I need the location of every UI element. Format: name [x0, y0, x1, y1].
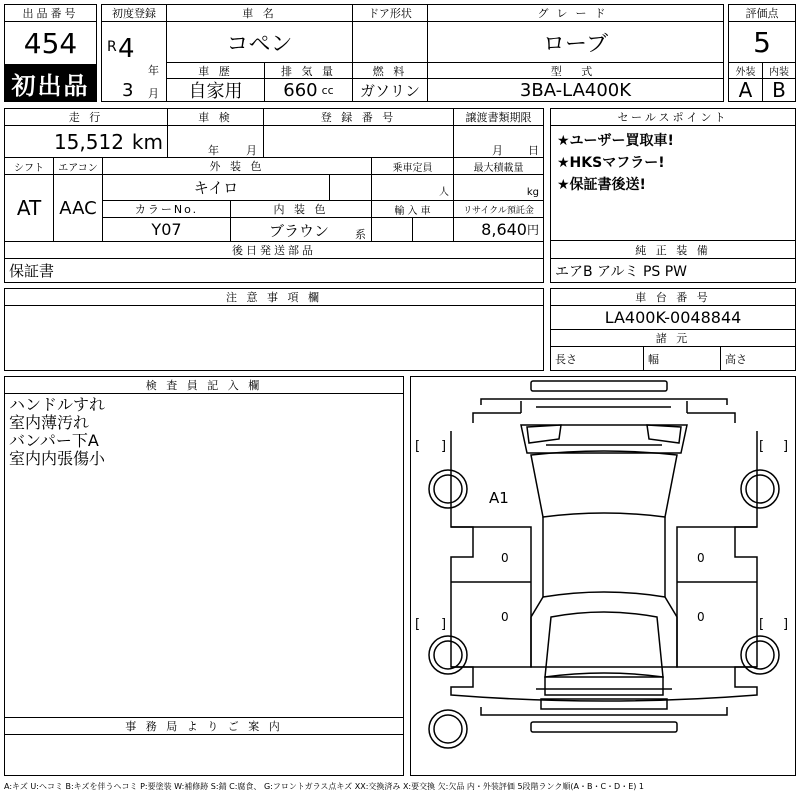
fuel-label: 燃 料: [352, 62, 428, 79]
bracket-right-rear: ]: [441, 617, 447, 632]
max-load-unit: kg: [453, 174, 544, 201]
equipment-value: エアB アルミ PS PW: [550, 258, 796, 283]
notes-box: [4, 305, 544, 371]
history-value: 自家用: [166, 78, 265, 102]
exterior-grade-value: A: [728, 78, 763, 102]
sales-point-item: ★HKSマフラー!: [557, 155, 665, 171]
import-extra: [412, 217, 454, 242]
fuel-value: ガソリン: [352, 78, 428, 102]
office-label: 事 務 局 よ り ご 案 内: [4, 717, 404, 735]
inspector-note-line: 室内内張傷小: [9, 449, 106, 468]
inspector-note-line: 室内薄汚れ: [9, 413, 90, 432]
inspection-box: [167, 125, 264, 158]
recycle-box: [453, 217, 544, 242]
model-code-label: 型 式: [427, 62, 724, 79]
door-label: ドア形状: [352, 4, 428, 22]
lot-number-value: 454: [4, 21, 97, 65]
mileage-box: [4, 125, 168, 158]
office-box: [4, 734, 404, 776]
displacement-unit: cc: [321, 83, 334, 97]
dims-label: 諸 元: [550, 329, 796, 347]
bracket-right-front-r: ]: [783, 439, 789, 454]
zero-mark: 0: [697, 551, 705, 565]
interior-grade-value: B: [762, 78, 796, 102]
grade-label: グレード: [427, 4, 724, 22]
inspector-label: 検 査 員 記 入 欄: [4, 376, 404, 394]
zero-mark: 0: [501, 610, 509, 624]
first-listing-badge: 初出品: [4, 64, 97, 102]
plate-value: [263, 125, 454, 158]
zero-mark: 0: [697, 610, 705, 624]
color-no-label: カラーNo.: [102, 200, 231, 218]
month-unit: 月: [148, 87, 159, 100]
transfer-deadline-label: 譲渡書類期限: [453, 108, 544, 126]
capacity-label: 乗車定員: [371, 157, 454, 175]
notes-label: 注 意 事 項 欄: [4, 288, 544, 306]
deadline-month-unit: 月: [492, 144, 503, 157]
model-code-value: 3BA-LA400K: [427, 78, 724, 102]
color-no-value: Y07: [102, 217, 231, 242]
capacity-unit: 人: [371, 174, 454, 201]
inspector-note-line: バンパー下A: [9, 431, 99, 450]
sales-point-item: ★ユーザー買取車!: [557, 133, 674, 149]
ext-color-extra: [329, 174, 372, 201]
later-parts-label: 後日発送部品: [4, 241, 544, 259]
inspection-month-unit: 月: [246, 144, 257, 157]
shift-value: AT: [4, 174, 54, 242]
score-value: 5: [728, 21, 796, 63]
reg-year: 4: [118, 34, 135, 64]
zero-mark: 0: [501, 551, 509, 565]
car-name-value: コペン: [166, 21, 353, 63]
bracket-left-rear: [: [415, 617, 421, 632]
shift-label: シフト: [4, 157, 54, 175]
inspector-note-line: ハンドルすれ: [9, 395, 106, 414]
chassis-label: 車 台 番 号: [550, 288, 796, 306]
damage-mark: A1: [489, 489, 509, 507]
reg-month: 3: [122, 80, 134, 101]
displacement-value: 660: [283, 79, 318, 101]
bracket-left-front-r: [: [759, 439, 765, 454]
plate-label: 登 録 番 号: [263, 108, 454, 126]
recycle-label: リサイクル預託金: [453, 200, 544, 218]
bracket-left-rear-r: [: [759, 617, 765, 632]
inspection-label: 車 検: [167, 108, 264, 126]
transfer-deadline-box: [453, 125, 544, 158]
door-value: [352, 21, 428, 63]
int-color-suffix: 系: [355, 228, 366, 241]
displacement-label: 排 気 量: [264, 62, 353, 79]
grade-value: ローブ: [427, 21, 724, 63]
bracket-left-front: [: [415, 439, 421, 454]
import-label: 輸 入 車: [371, 200, 454, 218]
score-label: 評価点: [728, 4, 796, 22]
dims-width: 幅: [643, 346, 721, 371]
first-registration-label: 初度登録: [101, 4, 167, 22]
int-color-box: [230, 217, 372, 242]
ext-color-value: キイロ: [102, 174, 330, 201]
mileage-unit: km: [131, 129, 163, 154]
sales-points-box: [550, 125, 796, 241]
inspector-notes: [4, 393, 404, 718]
dims-length: 長さ: [550, 346, 644, 371]
max-load-label: 最大積載量: [453, 157, 544, 175]
inspection-year-unit: 年: [208, 144, 219, 157]
year-unit: 年: [148, 64, 159, 77]
int-color-value: ブラウン: [269, 222, 330, 240]
car-diagram: [410, 376, 796, 776]
recycle-value: 8,640: [481, 220, 527, 239]
era: R: [107, 39, 117, 55]
first-registration-box: [101, 21, 167, 102]
displacement-box: [264, 78, 353, 102]
import-value: [371, 217, 413, 242]
interior-grade-label: 内装: [762, 62, 796, 79]
ext-color-label: 外 装 色: [102, 157, 372, 175]
sales-points-label: セールスポイント: [550, 108, 796, 126]
later-parts-value: 保証書: [4, 258, 544, 283]
car-name-label: 車 名: [166, 4, 353, 22]
bracket-right-rear-r: ]: [783, 617, 789, 632]
int-color-label: 内 装 色: [230, 200, 372, 218]
lot-number-label: 出品番号: [4, 4, 97, 22]
bracket-right-front: ]: [441, 439, 447, 454]
chassis-value: LA400K-0048844: [550, 305, 796, 330]
car-diagram-drawing: [411, 377, 797, 777]
equipment-label: 純 正 装 備: [550, 240, 796, 259]
sales-point-item: ★保証書後送!: [557, 177, 646, 193]
aircon-label: エアコン: [53, 157, 103, 175]
history-label: 車 歴: [166, 62, 265, 79]
dims-height: 高さ: [720, 346, 796, 371]
deadline-day-unit: 日: [528, 144, 539, 157]
aircon-value: AAC: [53, 174, 103, 242]
legend: A:キズ U:ヘコミ B:キズを伴うヘコミ P:要塗装 W:補修跡 S:錆 C:腐食、 G:フロントガラス点キズ XX:交換済み X:要交換 欠:欠品 内・外装評価 5段階ランク順(A・B・C・D・E) 1: [4, 782, 645, 791]
exterior-grade-label: 外装: [728, 62, 763, 79]
mileage-label: 走 行: [4, 108, 168, 126]
mileage-value: 15,512: [53, 129, 124, 154]
recycle-unit: 円: [526, 223, 539, 237]
